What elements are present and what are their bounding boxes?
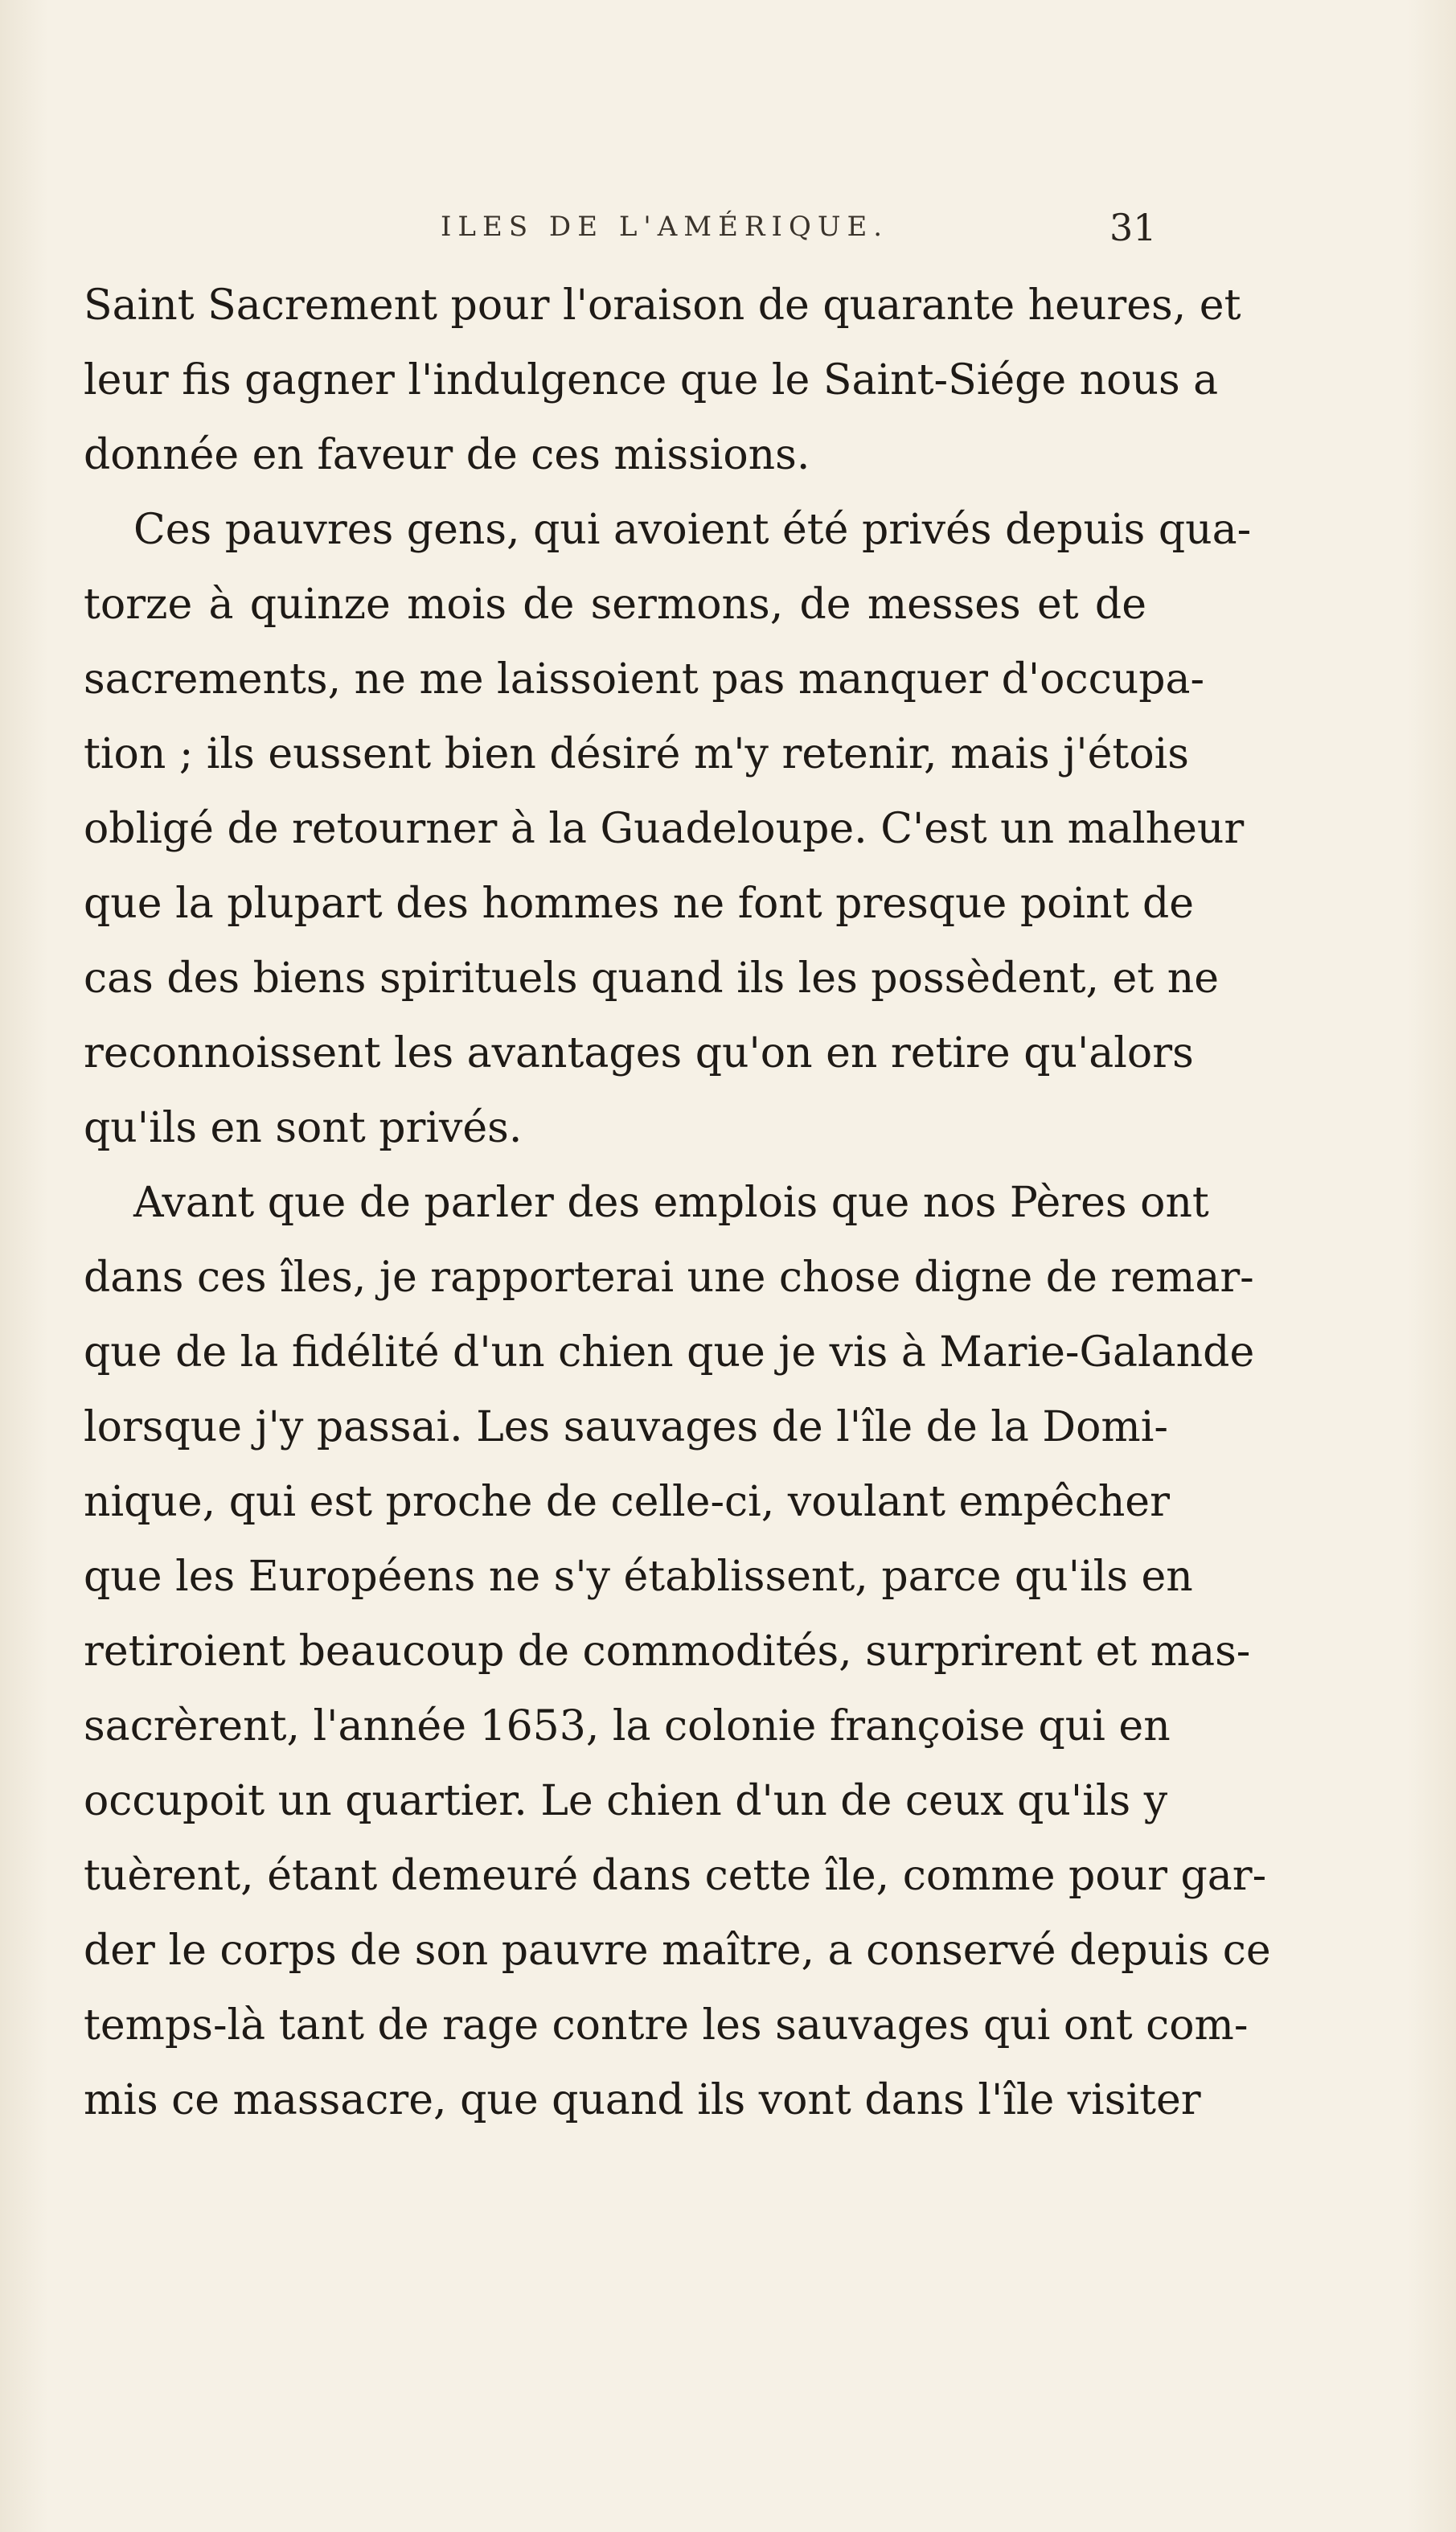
text-line: que de la fidélité d'un chien que je vis à Marie-Galande	[84, 1328, 1255, 1377]
text-line: qu'ils en sont privés.	[84, 1104, 523, 1152]
text-line: torze à quinze mois de sermons, de messes et de	[84, 581, 1146, 629]
body-text	[84, 269, 1271, 2138]
text-line: mis ce massacre, que quand ils vont dans l'île visiter	[84, 2076, 1201, 2124]
text-line: que les Européens ne s'y établissent, parce qu'ils en	[84, 1553, 1193, 1601]
text-line: occupoit un quartier. Le chien d'un de ceux qu'ils y	[84, 1777, 1168, 1825]
text-line: leur fis gagner l'indulgence que le Saint-Siége nous a	[84, 356, 1219, 404]
text-line: que la plupart des hommes ne font presque point de	[84, 880, 1195, 928]
text-line: sacrements, ne me laissoient pas manquer d'occupa-	[84, 655, 1205, 704]
text-line: obligé de retourner à la Guadeloupe. C'est un malheur	[84, 805, 1245, 853]
paragraph-first-line: Avant que de parler des emplois que nos Pères ont	[133, 1179, 1209, 1227]
text-line: reconnoissent les avantages qu'on en retire qu'alors	[84, 1029, 1194, 1077]
text-line: donnée en faveur de ces missions.	[84, 431, 810, 479]
text-line: lorsque j'y passai. Les sauvages de l'île de la Domi-	[84, 1403, 1168, 1451]
text-line: sacrèrent, l'année 1653, la colonie françoise qui en	[84, 1702, 1171, 1750]
page-header	[0, 206, 1456, 259]
text-line: tuèrent, étant demeuré dans cette île, comme pour gar-	[84, 1852, 1267, 1900]
text-line: temps-là tant de rage contre les sauvages qui ont com-	[84, 2001, 1249, 2050]
running-head: ILES DE L'AMÉRIQUE.	[441, 211, 889, 243]
text-line: cas des biens spirituels quand ils les possèdent, et ne	[84, 954, 1219, 1003]
text-line: Saint Sacrement pour l'oraison de quarante heures, et	[84, 281, 1241, 330]
text-line: nique, qui est proche de celle-ci, voulant empêcher	[84, 1478, 1170, 1526]
text-line: tion ; ils eussent bien désiré m'y retenir, mais j'étois	[84, 730, 1189, 778]
page-number: 31	[1109, 206, 1157, 249]
text-line: dans ces îles, je rapporterai une chose digne de remar-	[84, 1254, 1254, 1302]
paragraph-first-line: Ces pauvres gens, qui avoient été privés depuis qua-	[133, 506, 1252, 554]
text-line: retiroient beaucoup de commodités, surprirent et mas-	[84, 1627, 1251, 1676]
text-line: der le corps de son pauvre maître, a conservé depuis ce	[84, 1927, 1271, 1975]
